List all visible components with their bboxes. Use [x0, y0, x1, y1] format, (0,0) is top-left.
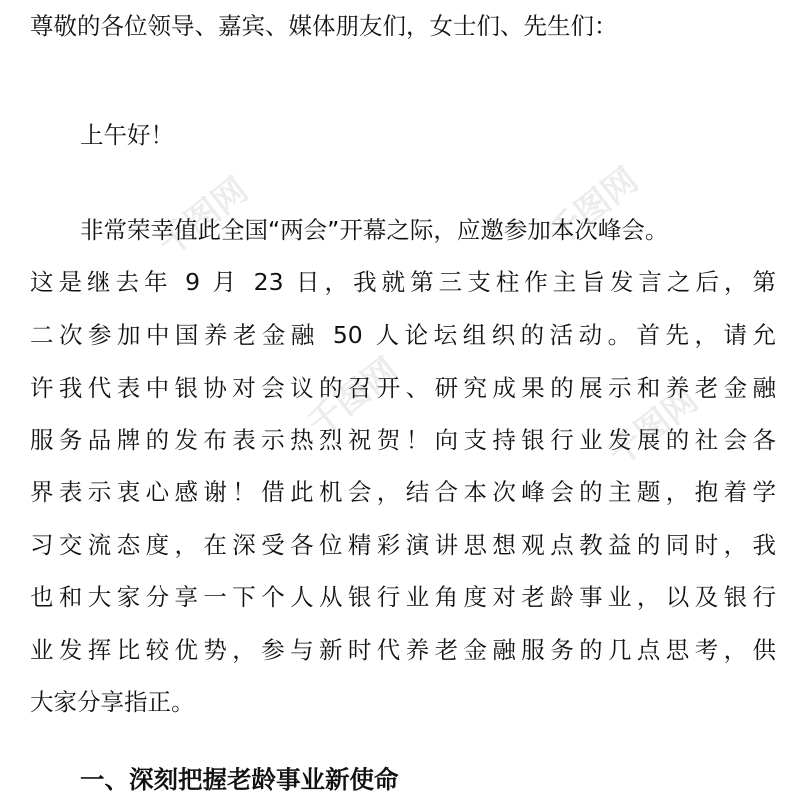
paragraph-line: 界表示衷心感谢！借此机会，结合本次峰会的主题，抱着学 [30, 478, 776, 506]
watermark: 千图网 [540, 160, 646, 255]
salutation-line: 上午好！ [80, 121, 174, 149]
paragraph-line: 业发挥比较优势，参与新时代养老金融服务的几点思考，供 [30, 636, 776, 664]
section-heading: 一、深刻把握老龄事业新使命 [80, 765, 399, 794]
paragraph-line: 习交流态度，在深受各位精彩演讲思想观点教益的同时，我 [30, 531, 776, 559]
paragraph-line: 这是继去年 9 月 23 日，我就第三支柱作主旨发言之后，第 [30, 268, 776, 296]
watermark: 千图网 [600, 380, 706, 475]
paragraph-line: 非常荣幸值此全国“两会”开幕之际，应邀参加本次峰会。 [80, 216, 669, 244]
paragraph-line: 也和大家分享一下个人从银行业角度对老龄事业，以及银行 [30, 583, 776, 611]
watermark: 千图网 [150, 170, 256, 265]
paragraph-line: 大家分享指正。 [30, 688, 195, 716]
paragraph-line: 许我代表中银协对会议的召开、研究成果的展示和养老金融 [30, 374, 776, 402]
paragraph-line: 服务品牌的发布表示热烈祝贺！向支持银行业发展的社会各 [30, 426, 776, 454]
watermark: 千图网 [300, 350, 406, 445]
greeting-line: 尊敬的各位领导、嘉宾、媒体朋友们，女士们、先生们： [30, 12, 618, 40]
paragraph-line: 二次参加中国养老金融 50 人论坛组织的活动。首先，请允 [30, 321, 776, 349]
